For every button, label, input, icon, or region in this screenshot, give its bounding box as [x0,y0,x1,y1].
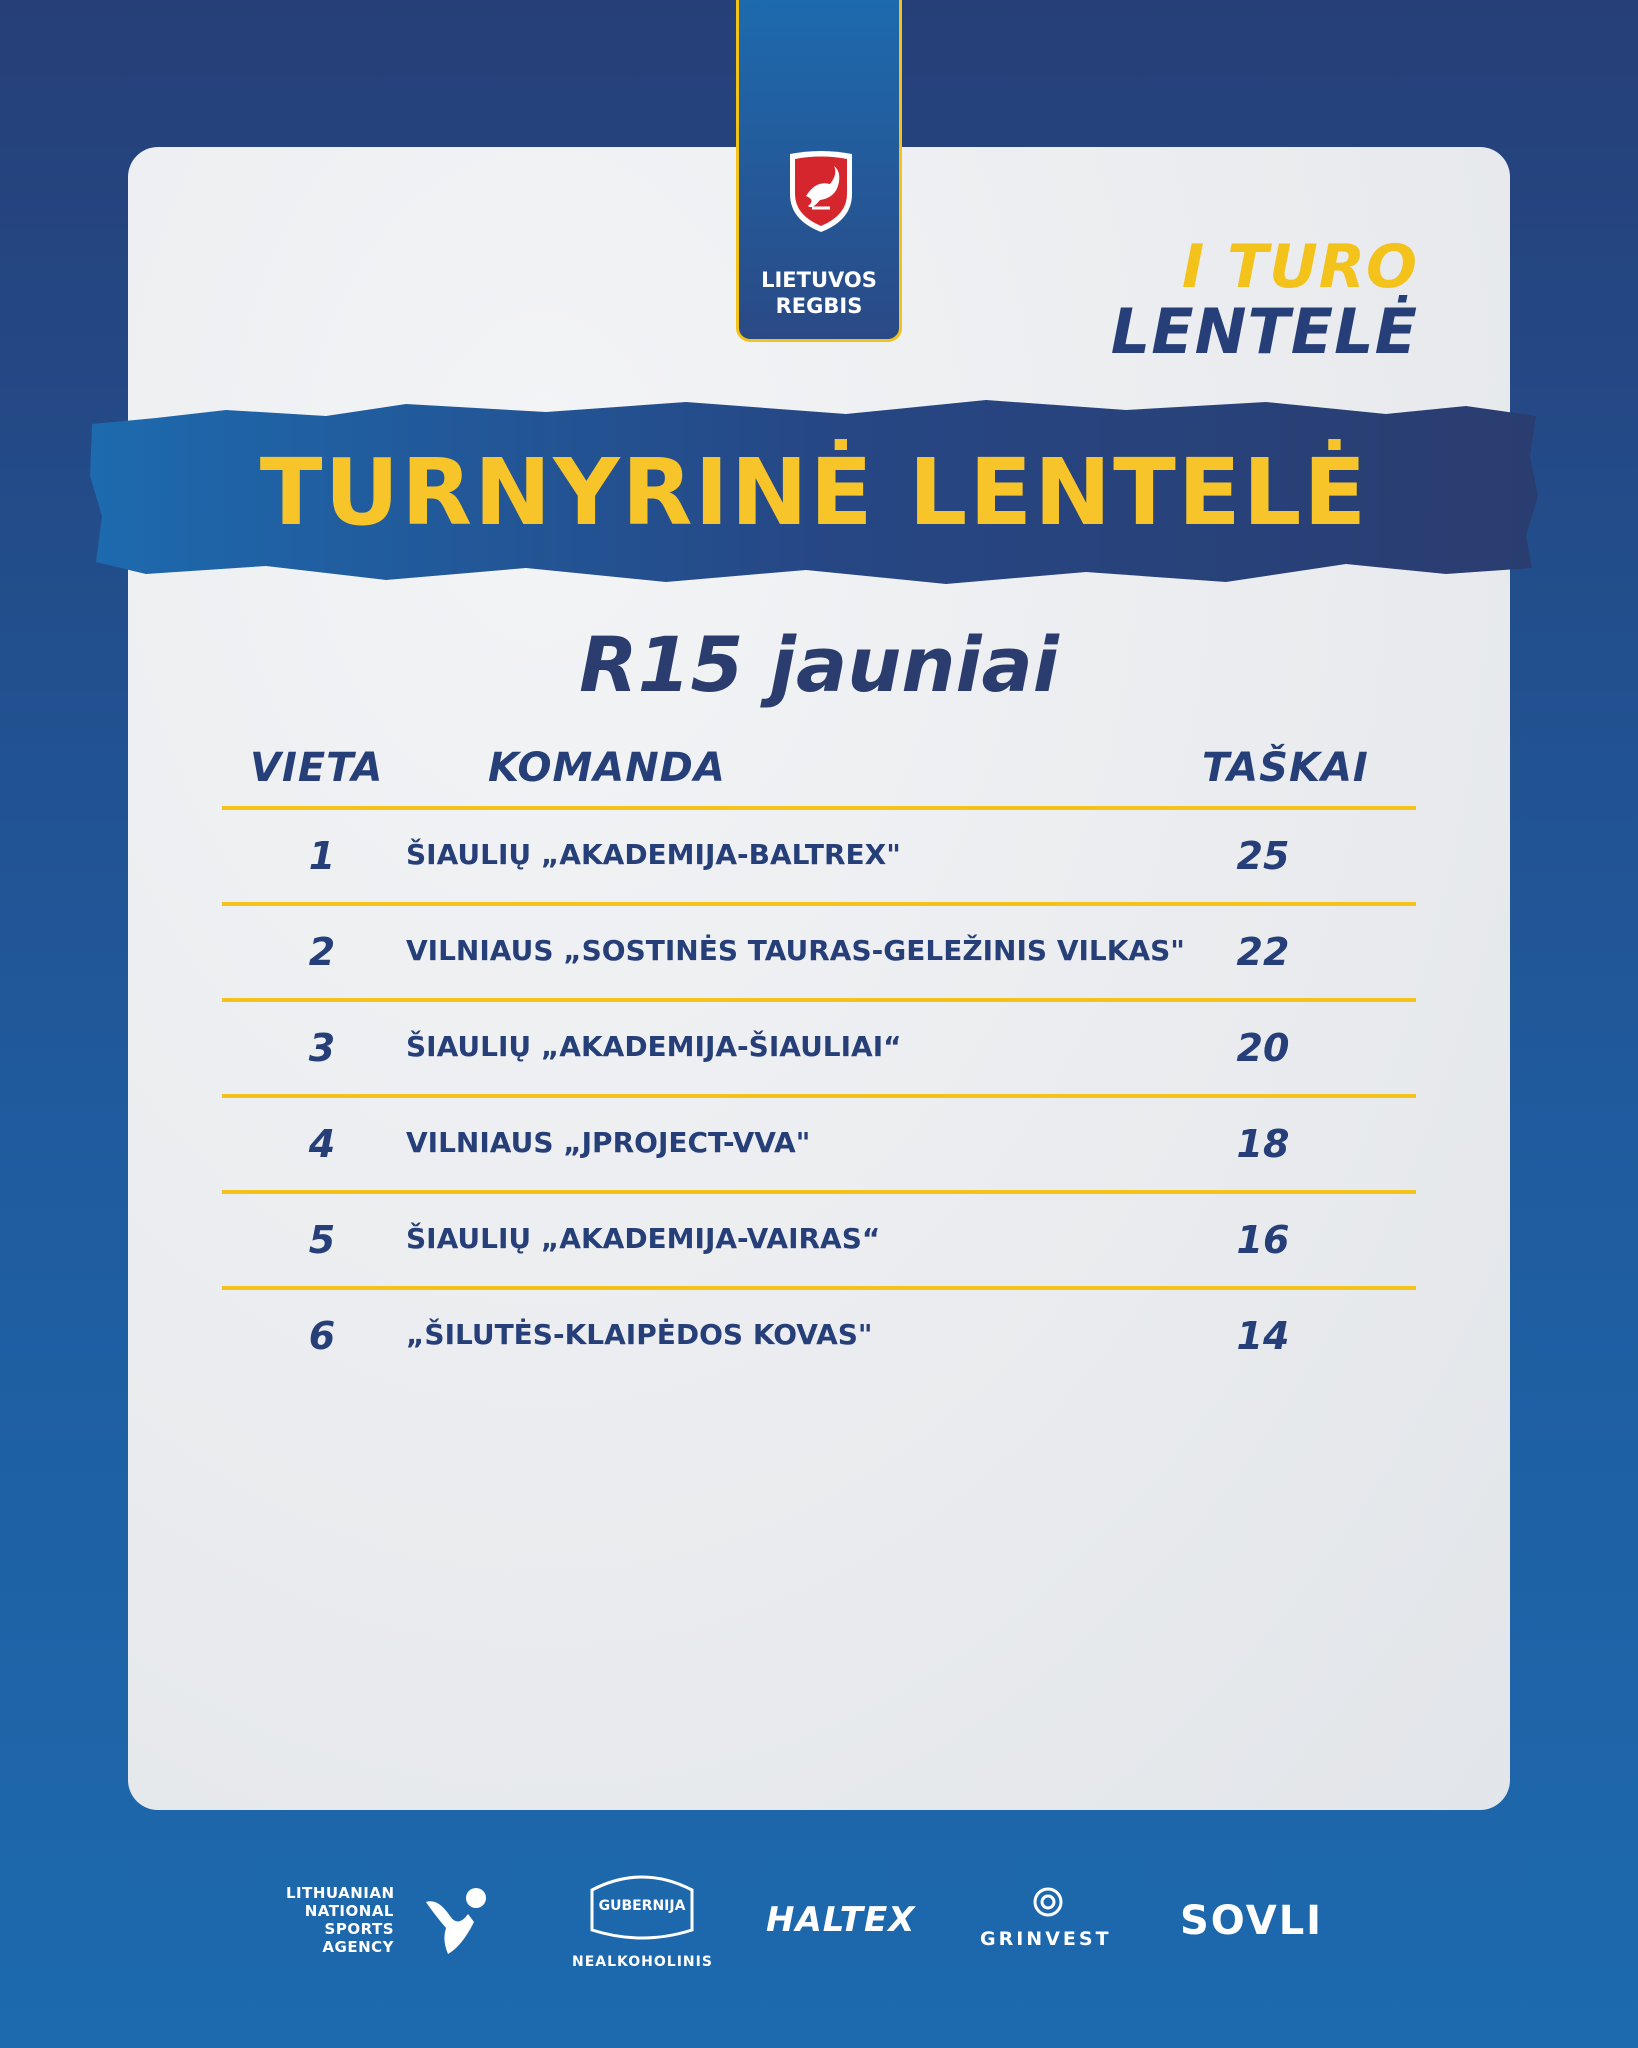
sports-agency-icon [424,1884,494,1954]
row-divider [222,806,1416,810]
agency-line-4: AGENCY [322,1938,394,1956]
row-points: 16 [1236,1218,1290,1262]
row-team: „ŠILUTĖS-KLAIPĖDOS KOVAS" [406,1318,873,1351]
row-team: ŠIAULIŲ „AKADEMIJA-VAIRAS“ [406,1222,881,1255]
agency-line-3: SPORTS [324,1920,394,1938]
row-place: 3 [308,1026,336,1070]
row-points: 14 [1236,1314,1290,1358]
header-place: VIETA [250,745,384,791]
row-points: 25 [1236,834,1290,878]
table-row [222,1190,1416,1286]
round-title-line-2: LENTELĖ [1110,295,1418,368]
grinvest-logo: GRINVEST [980,1928,1112,1950]
row-team: VILNIAUS „SOSTINĖS TAURAS-GELEŽINIS VILKAS" [406,934,1185,967]
rugby-shield-icon [786,150,856,234]
sports-agency-logo-text [286,1884,394,1956]
table-row [222,806,1416,902]
division-title: R15 jauniai [579,620,1059,709]
row-points: 22 [1236,930,1290,974]
row-place: 2 [308,930,336,974]
header-team: KOMANDA [488,745,726,791]
row-team: VILNIAUS „JPROJECT-VVA" [406,1126,811,1159]
gubernija-logo [572,1870,712,1980]
table-row [222,1286,1416,1382]
header-points: TAŠKAI [1202,745,1369,791]
table-row [222,902,1416,998]
sovli-logo: SOVLI [1180,1898,1324,1944]
banner-title: TURNYRINĖ LENTELĖ [259,438,1369,546]
row-place: 6 [308,1314,336,1358]
row-place: 4 [308,1122,336,1166]
agency-line-1: LITHUANIAN [286,1884,395,1902]
gubernija-subtitle: NEALKOHOLINIS [572,1954,713,1970]
row-points: 20 [1236,1026,1290,1070]
title-banner [86,396,1542,588]
row-divider [222,998,1416,1002]
row-team: ŠIAULIŲ „AKADEMIJA-ŠIAULIAI“ [406,1030,902,1063]
logo-line-1: LIETUVOS [761,268,877,292]
gubernija-name: GUBERNIJA [598,1898,686,1914]
row-place: 1 [308,834,336,878]
row-points: 18 [1236,1122,1290,1166]
logo-line-2: REGBIS [775,294,863,318]
row-divider [222,902,1416,906]
table-row [222,1094,1416,1190]
grinvest-swirl-icon [1032,1886,1064,1918]
row-team: ŠIAULIŲ „AKADEMIJA-BALTREX" [406,838,901,871]
haltex-logo: HALTEX [766,1900,916,1940]
row-place: 5 [308,1218,336,1262]
row-divider [222,1286,1416,1290]
agency-line-2: NATIONAL [304,1902,394,1920]
row-divider [222,1094,1416,1098]
sponsor-bar [0,1860,1638,2000]
logo-ribbon [736,0,902,342]
round-title-line-1: I TURO [1181,232,1418,302]
table-row [222,998,1416,1094]
row-divider [222,1190,1416,1194]
